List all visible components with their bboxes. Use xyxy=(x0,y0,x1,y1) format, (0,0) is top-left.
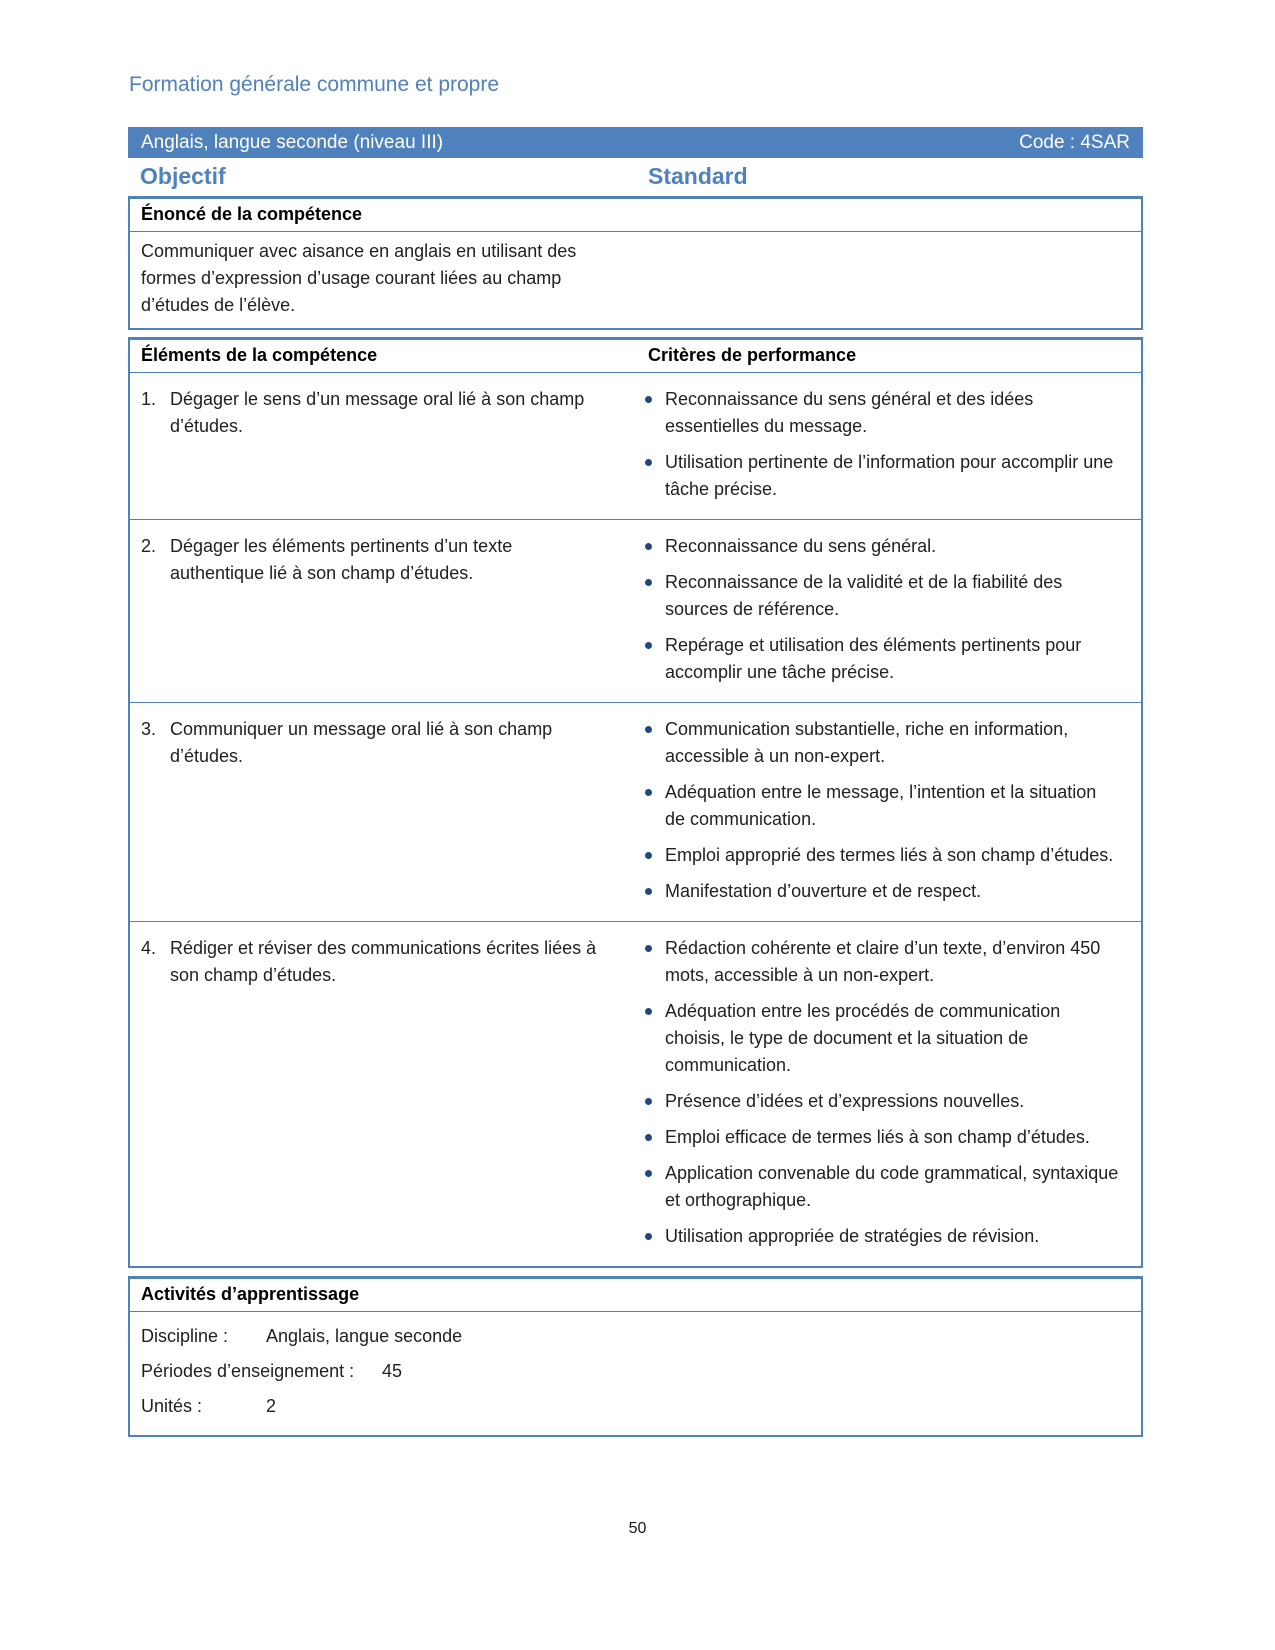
criterion-item xyxy=(645,1160,1121,1214)
criterion-item xyxy=(645,449,1121,503)
page-content xyxy=(128,0,1143,1437)
criterion-item xyxy=(645,779,1121,833)
criterion-item xyxy=(645,1223,1121,1250)
element-cell xyxy=(130,386,638,503)
bullet-icon xyxy=(645,1008,652,1015)
bullet-icon xyxy=(645,396,652,403)
element-text: Rédiger et réviser des communications écrites liées à son champ d’études. xyxy=(170,938,597,985)
criterion-item xyxy=(645,632,1121,686)
criterion-text: Utilisation pertinente de l’information pour accomplir une tâche précise. xyxy=(665,452,1114,499)
activite-value: 45 xyxy=(382,1361,403,1381)
bullet-icon xyxy=(645,852,652,859)
competence-table xyxy=(128,337,1143,1268)
bullet-icon xyxy=(645,789,652,796)
enonce-header: Énoncé de la compétence xyxy=(130,199,1141,232)
element-number: 3. xyxy=(141,719,157,739)
criteria-list xyxy=(638,533,1141,686)
criterion-text: Reconnaissance du sens général et des idées essentielles du message. xyxy=(665,389,1034,436)
competence-row xyxy=(130,373,1141,520)
criterion-item xyxy=(645,935,1121,989)
activites-body xyxy=(130,1312,1141,1435)
criterion-text: Reconnaissance du sens général. xyxy=(665,536,937,556)
bullet-icon xyxy=(645,1134,652,1141)
elements-header: Éléments de la compétence xyxy=(141,345,378,365)
criterion-text: Présence d’idées et d’expressions nouvelles. xyxy=(665,1091,1025,1111)
criterion-item xyxy=(645,533,1121,560)
element-number: 4. xyxy=(141,938,157,958)
enonce-body xyxy=(130,232,1141,328)
objectif-heading: Objectif xyxy=(140,163,226,189)
bullet-icon xyxy=(645,1098,652,1105)
element-text: Dégager le sens d’un message oral lié à son champ d’études. xyxy=(170,389,585,436)
enonce-text: Communiquer avec aisance en anglais en utilisant des formes d’expression d’usage courant liées au champ d’études de l’élève. xyxy=(141,241,577,315)
bullet-icon xyxy=(645,1233,652,1240)
bullet-icon xyxy=(645,642,652,649)
criterion-text: Emploi efficace de termes liés à son champ d’études. xyxy=(665,1127,1090,1147)
course-banner xyxy=(128,127,1143,158)
criterion-item xyxy=(645,1088,1121,1115)
bullet-icon xyxy=(645,579,652,586)
criterion-text: Emploi approprié des termes liés à son champ d’études. xyxy=(665,845,1114,865)
criterion-item xyxy=(645,998,1121,1079)
activite-label: Discipline : xyxy=(141,1326,229,1346)
competence-table-header xyxy=(130,340,1141,373)
element-number: 2. xyxy=(141,536,157,556)
course-code: Code : 4SAR xyxy=(1019,131,1130,153)
criterion-text: Adéquation entre les procédés de communication choisis, le type de document et la situation de communication. xyxy=(665,1001,1061,1075)
element-cell xyxy=(130,935,638,1250)
bullet-icon xyxy=(645,459,652,466)
criterion-text: Reconnaissance de la validité et de la fiabilité des sources de référence. xyxy=(665,572,1063,619)
column-headings xyxy=(128,158,1143,196)
criterion-item xyxy=(645,1124,1121,1151)
bullet-icon xyxy=(645,726,652,733)
element-number: 1. xyxy=(141,389,157,409)
criterion-item xyxy=(645,716,1121,770)
criterion-text: Application convenable du code grammatical, syntaxique et orthographique. xyxy=(665,1163,1119,1210)
element-cell xyxy=(130,533,638,686)
activite-row xyxy=(141,1319,1130,1354)
criterion-item xyxy=(645,842,1121,869)
activite-label: Unités : xyxy=(141,1396,203,1416)
criterion-text: Adéquation entre le message, l’intention et la situation de communication. xyxy=(665,782,1097,829)
element-text: Dégager les éléments pertinents d’un texte authentique lié à son champ d’études. xyxy=(170,536,513,583)
activite-value: Anglais, langue seconde xyxy=(266,1326,463,1346)
criterion-item xyxy=(645,569,1121,623)
element-cell xyxy=(130,716,638,905)
activite-row xyxy=(141,1354,1130,1389)
criteres-header: Critères de performance xyxy=(648,345,857,365)
activite-row xyxy=(141,1389,1130,1424)
criterion-text: Repérage et utilisation des éléments pertinents pour accomplir une tâche précise. xyxy=(665,635,1082,682)
course-title: Anglais, langue seconde (niveau III) xyxy=(141,131,444,153)
criteria-list xyxy=(638,386,1141,503)
page-number: 50 xyxy=(628,1520,647,1537)
criterion-item xyxy=(645,878,1121,905)
standard-heading: Standard xyxy=(648,163,748,189)
bullet-icon xyxy=(645,543,652,550)
criterion-text: Communication substantielle, riche en information, accessible à un non-expert. xyxy=(665,719,1069,766)
element-text: Communiquer un message oral lié à son champ d’études. xyxy=(170,719,553,766)
competence-row xyxy=(130,922,1141,1266)
activites-table xyxy=(128,1276,1143,1437)
criterion-text: Utilisation appropriée de stratégies de révision. xyxy=(665,1226,1040,1246)
criterion-text: Rédaction cohérente et claire d’un texte, d’environ 450 mots, accessible à un non-expert. xyxy=(665,938,1101,985)
enonce-table xyxy=(128,196,1143,330)
bullet-icon xyxy=(645,1170,652,1177)
page-heading: Formation générale commune et propre xyxy=(129,73,500,96)
bullet-icon xyxy=(645,888,652,895)
activite-label: Périodes d’enseignement : xyxy=(141,1361,355,1381)
criteria-list xyxy=(638,935,1141,1250)
competence-row xyxy=(130,520,1141,703)
activites-header: Activités d’apprentissage xyxy=(130,1279,1141,1312)
criterion-item xyxy=(645,386,1121,440)
criterion-text: Manifestation d’ouverture et de respect. xyxy=(665,881,982,901)
criteria-list xyxy=(638,716,1141,905)
bullet-icon xyxy=(645,945,652,952)
activite-value: 2 xyxy=(266,1396,277,1416)
competence-row xyxy=(130,703,1141,922)
